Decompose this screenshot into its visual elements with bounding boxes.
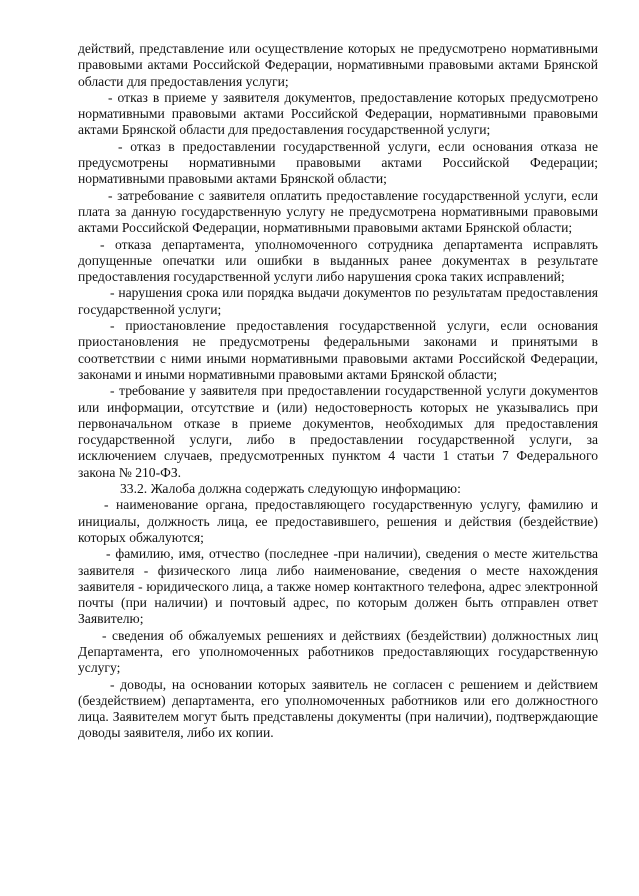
paragraph-extra-documents: - требование у заявителя при предоставлении государственной услуги документов или информации, отсутствие и (или) недостоверность которых не указывались при первоначальном отказе в приеме документов, необходимых для предоставления государственной услуги, либо в предоставлении государственной услуги, за исключением случаев, предусмотренных пунктом 4 части 1 статьи 7 Федерального закона № 210-ФЗ.: [78, 383, 598, 480]
document-body: [78, 41, 598, 742]
paragraph-authority-name: - наименование органа, предоставляющего государственную услугу, фамилию и инициалы, должность лица, ее предоставившего, решения и действия (бездействие) которых обжалуются;: [78, 497, 598, 545]
paragraph-appealed-decisions: - сведения об обжалуемых решениях и действиях (бездействии) должностных лиц Департамента, его уполномоченных работников предоставляющих государственную услугу;: [78, 627, 598, 676]
paragraph-arguments: - доводы, на основании которых заявитель не согласен с решением и действием (бездействием) департамента, его уполномоченных работников или его должностного лица. Заявителем могут быть представлены документы (при наличии), подтверждающие доводы заявителя, либо их копии.: [78, 676, 598, 741]
paragraph-continuation: действий, представление или осуществление которых не предусмотрено нормативными правовыми актами Российской Федерации, нормативными правовыми актами Брянской области для предоставления услуги;: [78, 41, 598, 89]
paragraph-complaint-contents-heading: 33.2. Жалоба должна содержать следующую информацию:: [120, 481, 461, 497]
paragraph-term-violation: - нарушения срока или порядка выдачи документов по результатам предоставления государственной услуги;: [78, 285, 598, 317]
paragraph-refusal-service: - отказ в предоставлении государственной услуги, если основания отказа не предусмотрены нормативными правовыми актами Российской Федерации; нормативными правовыми актами Брянской области;: [78, 138, 598, 187]
paragraph-suspension: - приостановление предоставления государственной услуги, если основания приостановления не предусмотрены федеральными законами и принятыми в соответствии с ними иными нормативными правовыми актами Российской Федерации, законами и иными нормативными правовыми актами Брянской области;: [78, 318, 598, 382]
paragraph-payment-demand: - затребование с заявителя оплатить предоставление государственной услуги, если плата за данную государственную услугу не предусмотрена нормативными правовыми актами Российской Федерации, нормативными правовыми актами Брянской области;: [78, 187, 598, 236]
paragraph-refusal-documents: - отказ в приеме у заявителя документов, предоставление которых предусмотрено нормативными правовыми актами Российской Федерации, нормативными правовыми актами Брянской области для предоставления государственной услуги;: [78, 89, 598, 138]
paragraph-correction-refusal: - отказа департамента, уполномоченного сотрудника департамента исправлять допущенные опечатки или ошибки в выданных ранее документах в результате предоставления государственной услуги либо нарушения срока таких исправлений;: [78, 236, 598, 285]
paragraph-applicant-info: - фамилию, имя, отчество (последнее -при наличии), сведения о месте жительства заявителя - физического лица либо наименование, сведения о месте нахождения заявителя - юридического лица, а также номер контактного телефона, адрес электронной почты (при наличии) и почтовый адрес, по которым должен быть отправлен ответ Заявителю;: [78, 546, 598, 627]
